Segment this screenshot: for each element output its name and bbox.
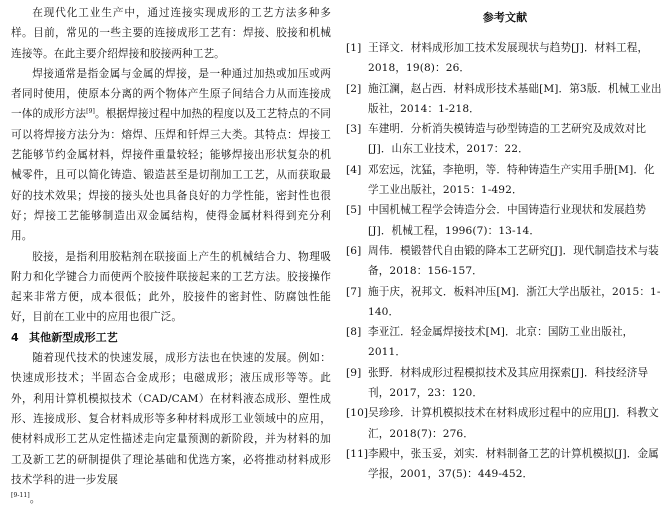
paragraph-end-mark: 。 [29,493,41,506]
paragraph-welding-part1: 焊接通常是指金属与金属的焊接，是一种通过加热或加压或两者同时使用，使原本分离的两个物体产生原子间结合力从而连接成一体的成形方法 [11,67,331,121]
reference-number: [3] [346,123,362,136]
reference-text: 施于庆，祝邦文．板料冲压[M]．浙江大学出版社，2015：1-140． [368,285,661,318]
section-heading [11,328,331,348]
paragraph-welding-part2: 。根据焊接过程中加热的程度以及工艺特点的不同可以将焊接方法分为：熔焊、压焊和钎焊三大类。其特点：焊接工艺能够节约金属材料，焊接件重量较轻；能够焊接出形状复杂的机械零件，且可以简化铸造、锻造甚至是切削加工工艺，从而获取最好的技术效果；焊接的接头处也具备良好的力学性能，密封性也很好；焊接工艺能够制造出双金属结构，使得金属材料得到充分利用。 [11,108,332,243]
reference-text: 李殿中，张玉妥，刘实．材料制备工艺的计算机模拟[J]．金属学报，2001，37(5)：449-452． [368,447,659,481]
paragraph-new-processes: 随着现代技术的快速发展，成形方法也在快速的发展。例如：快速成形技术；半固态合金成形；电磁成形；液压成形等等。此外，利用计算机模拟技术（CAD/CAM）在材料液态成形、塑性成形、连接成形、复合材料成形等多种材料成形工业领域中的应用，使材料成形工艺从定性描述走向定量预测的新阶段，并为材料的加工及新工艺的研制提供了理论基础和优选方案，必将推动材料成形技术学科的进一步发展 [11,352,331,486]
reference-item [346,403,664,444]
citation-9-11: [9-11] [11,492,30,500]
reference-number: [7] [346,285,362,298]
reference-item [346,119,664,160]
reference-item [346,322,664,363]
reference-text: 张野．材料成形过程模拟技术及其应用探索[J]．科技经济导刊，2017，23：120． [368,366,649,400]
paragraph-joining-intro: 在现代化工业生产中，通过连接实现成形的工艺方法多种多样。目前，常见的一些主要的连接成形工艺有：焊接、胶接和机械连接等。在此主要介绍焊接和胶接两种工艺。 [11,7,331,60]
reference-item [346,444,664,485]
reference-text: 周伟．模锻替代自由锻的降本工艺研究[J]．现代制造技术与装备，2018：156-157． [368,244,659,278]
paragraph-new-processes-tail [11,490,331,508]
reference-text: 车建明．分析消失模铸造与砂型铸造的工艺研究及成效对比[J]．山东工业技术，2017：22． [368,123,647,156]
reference-item [346,79,664,120]
reference-item [346,38,664,79]
reference-text: 王译文．材料成形加工技术发展现状与趋势[J]．材料工程，2018，19(8)：26． [368,42,649,75]
reference-number: [4] [346,163,362,176]
reference-item [346,241,664,282]
reference-number: [11] [346,447,369,460]
reference-number: [8] [346,326,362,339]
reference-item [346,363,664,404]
paragraph-welding [11,64,331,247]
reference-text: 中国机械工程学会铸造分会．中国铸造行业现状和发展趋势[J]．机械工程，1996(7)：13-14． [368,204,647,237]
reference-number: [9] [346,366,362,379]
section-number: 4 [11,330,19,344]
reference-text: 李亚江．轻金属焊接技术[M]．北京：国防工业出版社，2011． [368,326,634,359]
reference-number: [10] [346,407,369,420]
reference-item [346,160,664,201]
reference-number: [1] [346,42,362,54]
reference-item [346,200,664,241]
reference-text: 施江澜，赵占西．材料成形技术基础[M]．第3版．机械工业出版社，2014：1-218． [368,82,662,115]
references-column [346,10,664,485]
reference-item [346,282,664,323]
citation-9: [9] [86,108,95,116]
reference-text: 吴珍珍．计算机模拟技术在材料成形过程中的应用[J]．科教文汇，2018(7)：276． [368,407,659,440]
body-column [11,3,331,508]
reference-number: [5] [346,204,362,217]
reference-number: [6] [346,244,362,257]
reference-list [346,38,664,485]
reference-number: [2] [346,82,362,95]
references-title: 参考文献 [482,11,528,24]
section-title: 其他新型成形工艺 [29,330,118,344]
reference-text: 邓宏远，沈猛，李艳明，等．特种铸造生产实用手册[M]．化学工业出版社，2015：1-492． [368,163,655,197]
paragraph-adhesive-bonding: 胶接，是指利用胶粘剂在联接面上产生的机械结合力、物理吸附力和化学键合力而使两个胶接件联接起来的工艺方法。胶接操作起来非常方便，成本很低；此外，胶接件的密封性、防腐蚀性能好，目前在工业中的应用也很广泛。 [11,250,331,324]
